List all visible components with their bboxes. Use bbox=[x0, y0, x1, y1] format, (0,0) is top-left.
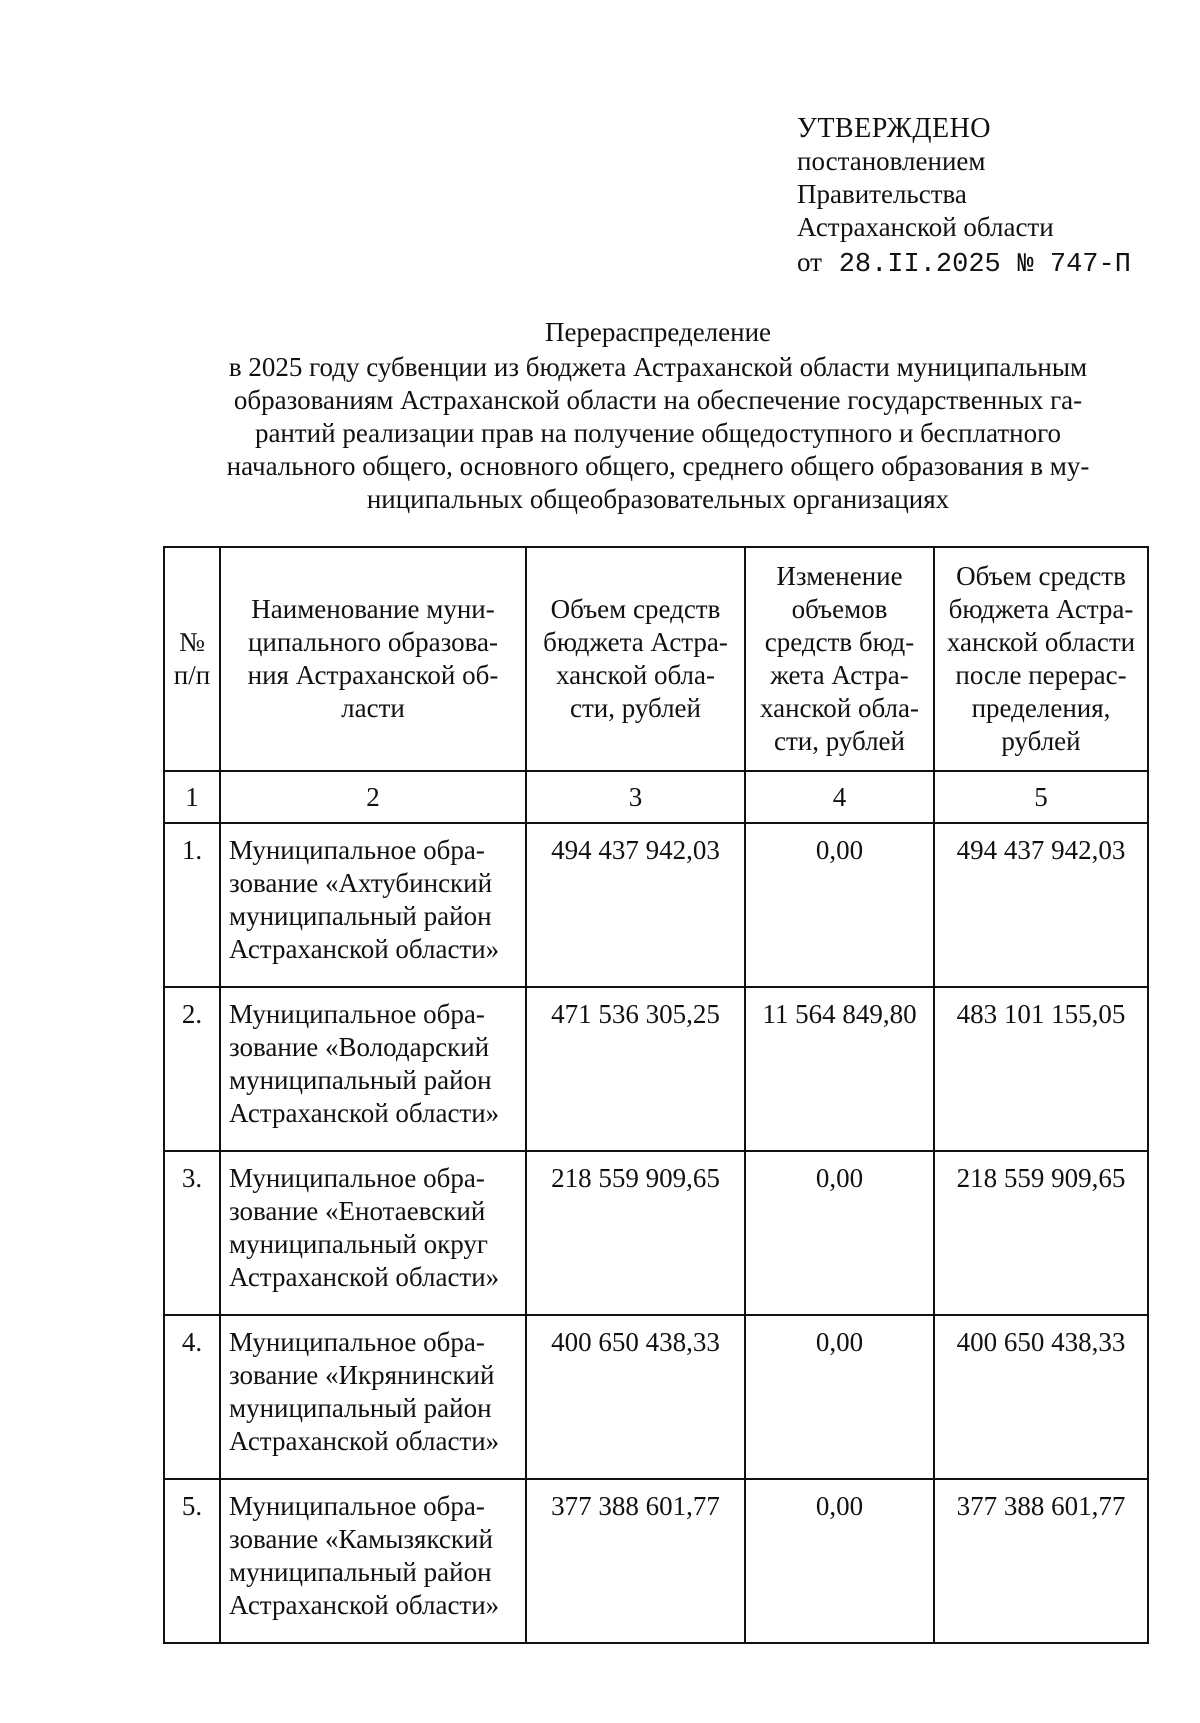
approval-line: Астраханской области bbox=[797, 212, 1054, 242]
document-title bbox=[188, 316, 1128, 516]
column-number-row bbox=[164, 771, 1148, 823]
budget-change: 0,00 bbox=[745, 1479, 934, 1643]
budget-change: 0,00 bbox=[745, 823, 934, 987]
municipality-name: Муниципальное обра- зование «Камызякский муниципальный район Астраханской области» bbox=[220, 1479, 526, 1643]
budget-change: 11 564 849,80 bbox=[745, 987, 934, 1151]
budget-after: 218 559 909,65 bbox=[934, 1151, 1148, 1315]
redistribution-table bbox=[163, 546, 1149, 1644]
table-row bbox=[164, 823, 1148, 987]
header-cell-after: Объем средств бюджета Астра- ханской области после перерас- пределения, рублей bbox=[934, 547, 1148, 771]
approval-line: Правительства bbox=[797, 179, 967, 209]
table-row bbox=[164, 987, 1148, 1151]
column-number: 5 bbox=[934, 771, 1148, 823]
municipality-name: Муниципальное обра- зование «Ахтубинский муниципальный район Астраханской области» bbox=[220, 823, 526, 987]
row-number: 1. bbox=[164, 823, 220, 987]
header-cell-name: Наименование муни- ципального образова- ния Астраханской об- ласти bbox=[220, 547, 526, 771]
municipality-name: Муниципальное обра- зование «Енотаевский муниципальный округ Астраханской области» bbox=[220, 1151, 526, 1315]
table-row bbox=[164, 1315, 1148, 1479]
budget-volume: 218 559 909,65 bbox=[526, 1151, 745, 1315]
title-line: Перераспределение bbox=[544, 317, 772, 347]
header-cell-number: № п/п bbox=[164, 547, 220, 771]
column-number: 4 bbox=[745, 771, 934, 823]
title-line: образованиям Астраханской области на обеспечение государственных га- bbox=[233, 385, 1083, 415]
column-number: 2 bbox=[220, 771, 526, 823]
header-cell-volume: Объем средств бюджета Астра- ханской обла- сти, рублей bbox=[526, 547, 745, 771]
budget-change: 0,00 bbox=[745, 1151, 934, 1315]
row-number: 4. bbox=[164, 1315, 220, 1479]
table-header-row bbox=[164, 547, 1148, 771]
approval-stamp bbox=[797, 112, 1131, 282]
header-cell-change: Изменение объемов средств бюд- жета Астра- ханской обла- сти, рублей bbox=[745, 547, 934, 771]
municipality-name: Муниципальное обра- зование «Икрянинский муниципальный район Астраханской области» bbox=[220, 1315, 526, 1479]
column-number: 1 bbox=[164, 771, 220, 823]
budget-volume: 494 437 942,03 bbox=[526, 823, 745, 987]
approval-date-line bbox=[797, 246, 1131, 282]
table-row bbox=[164, 1151, 1148, 1315]
approval-from-label: от bbox=[797, 247, 822, 277]
row-number: 5. bbox=[164, 1479, 220, 1643]
approval-date: 28.II.2025 bbox=[838, 250, 1001, 280]
budget-volume: 377 388 601,77 bbox=[526, 1479, 745, 1643]
approval-line: постановлением bbox=[797, 146, 986, 176]
budget-change: 0,00 bbox=[745, 1315, 934, 1479]
column-number: 3 bbox=[526, 771, 745, 823]
row-number: 3. bbox=[164, 1151, 220, 1315]
approval-number: № 747-П bbox=[1017, 250, 1131, 280]
budget-after: 377 388 601,77 bbox=[934, 1479, 1148, 1643]
title-line: ниципальных общеобразовательных организациях bbox=[366, 484, 950, 514]
budget-volume: 471 536 305,25 bbox=[526, 987, 745, 1151]
title-line: рантий реализации прав на получение общедоступного и бесплатного bbox=[254, 418, 1062, 448]
budget-after: 400 650 438,33 bbox=[934, 1315, 1148, 1479]
row-number: 2. bbox=[164, 987, 220, 1151]
budget-volume: 400 650 438,33 bbox=[526, 1315, 745, 1479]
title-line: начального общего, основного общего, среднего общего образования в му- bbox=[226, 451, 1090, 481]
approval-heading: УТВЕРЖДЕНО bbox=[797, 113, 992, 144]
title-line: в 2025 году субвенции из бюджета Астраханской области муниципальным bbox=[228, 352, 1088, 382]
municipality-name: Муниципальное обра- зование «Володарский муниципальный район Астраханской области» bbox=[220, 987, 526, 1151]
budget-after: 483 101 155,05 bbox=[934, 987, 1148, 1151]
table-row bbox=[164, 1479, 1148, 1643]
budget-after: 494 437 942,03 bbox=[934, 823, 1148, 987]
